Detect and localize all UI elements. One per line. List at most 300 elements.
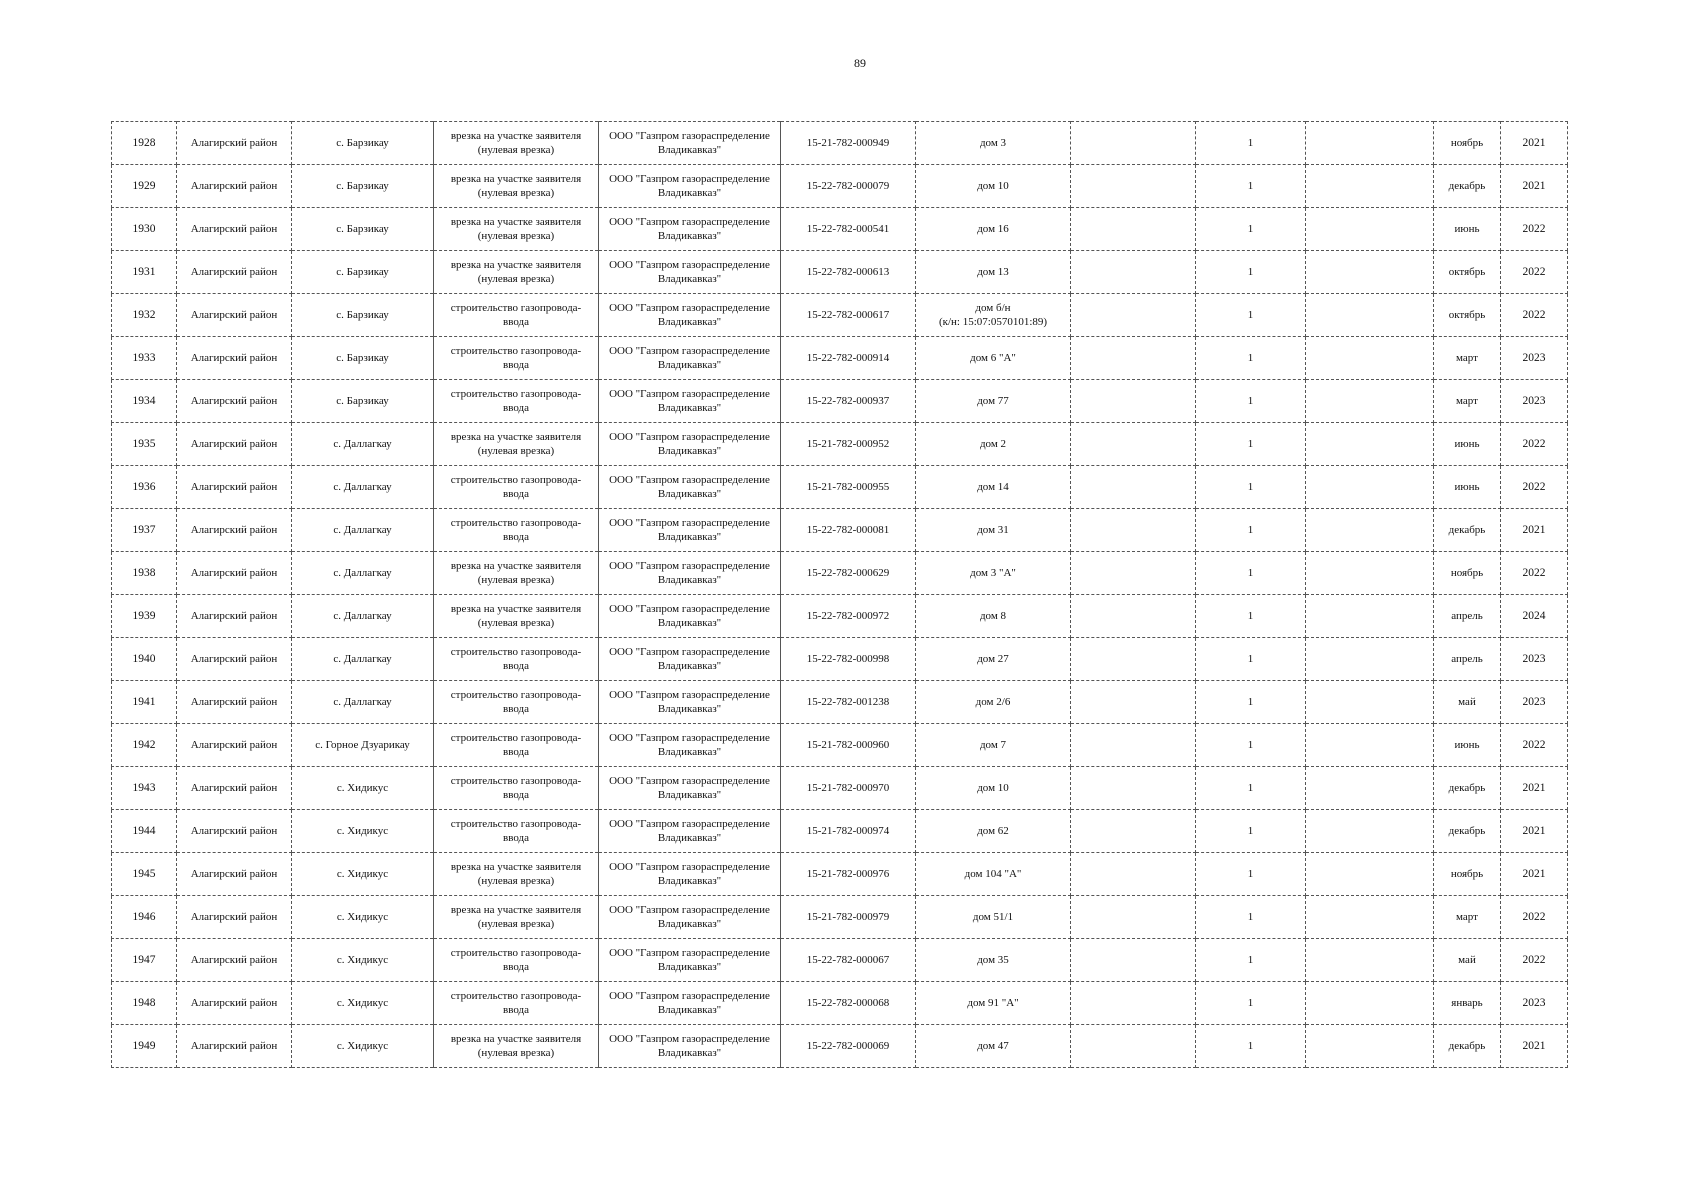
organization-cell	[599, 638, 781, 681]
work-type-line: (нулевая врезка)	[477, 144, 555, 156]
village-cell: с. Хидикус	[292, 982, 434, 1025]
empty-cell	[1071, 552, 1196, 595]
table-row	[112, 896, 1568, 939]
work-type-line: ввода	[503, 703, 529, 715]
work-type-line: (нулевая врезка)	[477, 445, 555, 457]
district-cell: Алагирский район	[177, 681, 292, 724]
row-number-cell: 1929	[112, 165, 177, 208]
row-number-cell: 1949	[112, 1025, 177, 1068]
table-row	[112, 423, 1568, 466]
year-cell: 2022	[1501, 724, 1568, 767]
month-cell: октябрь	[1434, 294, 1501, 337]
empty-cell	[1071, 251, 1196, 294]
contract-number-cell: 15-22-782-000972	[781, 595, 916, 638]
address-cell	[916, 853, 1071, 896]
address-line: дом 91 "А"	[967, 997, 1019, 1009]
village-cell: с. Хидикус	[292, 767, 434, 810]
work-type-cell	[434, 423, 599, 466]
work-type-line: ввода	[503, 402, 529, 414]
district-cell: Алагирский район	[177, 466, 292, 509]
work-type-line: (нулевая врезка)	[477, 1047, 555, 1059]
work-type-line: (нулевая врезка)	[477, 273, 555, 285]
address-cell	[916, 767, 1071, 810]
address-line: дом 14	[977, 481, 1009, 493]
address-cell	[916, 982, 1071, 1025]
contract-number-cell: 15-22-782-001238	[781, 681, 916, 724]
work-type-cell	[434, 1025, 599, 1068]
table-row	[112, 810, 1568, 853]
registry-rows	[112, 122, 1568, 1068]
empty-cell	[1071, 337, 1196, 380]
row-number-cell: 1941	[112, 681, 177, 724]
empty-cell	[1071, 896, 1196, 939]
table-row	[112, 853, 1568, 896]
work-type-line: строительство газопровода-	[450, 474, 582, 486]
page-number: 89	[854, 56, 866, 70]
address-line: дом 31	[977, 524, 1009, 536]
work-type-line: строительство газопровода-	[450, 689, 582, 701]
district-cell: Алагирский район	[177, 294, 292, 337]
organization-cell	[599, 939, 781, 982]
count-cell: 1	[1196, 595, 1306, 638]
work-type-cell	[434, 724, 599, 767]
organization-cell	[599, 165, 781, 208]
address-line: дом 35	[977, 954, 1009, 966]
empty-cell	[1071, 724, 1196, 767]
address-cell	[916, 896, 1071, 939]
address-cell	[916, 595, 1071, 638]
organization-cell	[599, 294, 781, 337]
empty-cell	[1071, 853, 1196, 896]
registry-table	[111, 121, 1568, 1068]
organization-line: ООО "Газпром газораспределение	[609, 216, 770, 228]
month-cell: июнь	[1434, 208, 1501, 251]
empty-cell	[1306, 552, 1434, 595]
row-number-cell: 1943	[112, 767, 177, 810]
month-cell: март	[1434, 896, 1501, 939]
organization-line: Владикавказ"	[657, 187, 722, 199]
organization-line: Владикавказ"	[657, 402, 722, 414]
year-cell: 2021	[1501, 810, 1568, 853]
empty-cell	[1306, 122, 1434, 165]
row-number-cell: 1942	[112, 724, 177, 767]
empty-cell	[1306, 251, 1434, 294]
organization-line: Владикавказ"	[657, 230, 722, 242]
organization-cell	[599, 982, 781, 1025]
village-cell: с. Хидикус	[292, 939, 434, 982]
table-row	[112, 638, 1568, 681]
organization-line: ООО "Газпром газораспределение	[609, 474, 770, 486]
address-cell	[916, 638, 1071, 681]
address-line: дом 27	[977, 653, 1009, 665]
year-cell: 2022	[1501, 939, 1568, 982]
district-cell: Алагирский район	[177, 767, 292, 810]
year-cell: 2021	[1501, 122, 1568, 165]
month-cell: июнь	[1434, 466, 1501, 509]
address-cell	[916, 552, 1071, 595]
contract-number-cell: 15-22-782-000629	[781, 552, 916, 595]
organization-line: Владикавказ"	[657, 789, 722, 801]
organization-cell	[599, 251, 781, 294]
district-cell: Алагирский район	[177, 208, 292, 251]
empty-cell	[1071, 380, 1196, 423]
district-cell: Алагирский район	[177, 724, 292, 767]
year-cell: 2021	[1501, 767, 1568, 810]
empty-cell	[1071, 509, 1196, 552]
organization-cell	[599, 896, 781, 939]
work-type-line: врезка на участке заявителя	[450, 259, 582, 271]
month-cell: май	[1434, 939, 1501, 982]
month-cell: ноябрь	[1434, 853, 1501, 896]
organization-cell	[599, 423, 781, 466]
empty-cell	[1306, 767, 1434, 810]
year-cell: 2021	[1501, 853, 1568, 896]
work-type-cell	[434, 853, 599, 896]
work-type-line: ввода	[503, 832, 529, 844]
count-cell: 1	[1196, 294, 1306, 337]
organization-cell	[599, 552, 781, 595]
address-line: дом 47	[977, 1040, 1009, 1052]
year-cell: 2023	[1501, 638, 1568, 681]
village-cell: с. Горное Дзуарикау	[292, 724, 434, 767]
address-line: (к/н: 15:07:0570101:89)	[938, 316, 1048, 328]
work-type-line: ввода	[503, 789, 529, 801]
row-number-cell: 1932	[112, 294, 177, 337]
work-type-line: врезка на участке заявителя	[450, 130, 582, 142]
table-row	[112, 982, 1568, 1025]
village-cell: с. Барзикау	[292, 122, 434, 165]
address-line: дом 10	[977, 180, 1009, 192]
address-line: дом б/н	[975, 302, 1011, 314]
count-cell: 1	[1196, 423, 1306, 466]
contract-number-cell: 15-21-782-000949	[781, 122, 916, 165]
address-line: дом 10	[977, 782, 1009, 794]
work-type-cell	[434, 509, 599, 552]
work-type-line: строительство газопровода-	[450, 517, 582, 529]
organization-cell	[599, 509, 781, 552]
organization-line: Владикавказ"	[657, 488, 722, 500]
table-row	[112, 595, 1568, 638]
table-row	[112, 251, 1568, 294]
village-cell: с. Барзикау	[292, 337, 434, 380]
contract-number-cell: 15-22-782-000079	[781, 165, 916, 208]
organization-line: ООО "Газпром газораспределение	[609, 646, 770, 658]
district-cell: Алагирский район	[177, 251, 292, 294]
contract-number-cell: 15-21-782-000970	[781, 767, 916, 810]
address-line: дом 2/6	[975, 696, 1011, 708]
address-line: дом 62	[977, 825, 1009, 837]
row-number-cell: 1935	[112, 423, 177, 466]
empty-cell	[1071, 1025, 1196, 1068]
organization-cell	[599, 810, 781, 853]
table-row	[112, 552, 1568, 595]
row-number-cell: 1930	[112, 208, 177, 251]
work-type-line: (нулевая врезка)	[477, 918, 555, 930]
work-type-line: врезка на участке заявителя	[450, 173, 582, 185]
row-number-cell: 1931	[112, 251, 177, 294]
address-line: дом 6 "А"	[970, 352, 1016, 364]
empty-cell	[1306, 853, 1434, 896]
organization-cell	[599, 337, 781, 380]
count-cell: 1	[1196, 853, 1306, 896]
year-cell: 2024	[1501, 595, 1568, 638]
village-cell: с. Хидикус	[292, 853, 434, 896]
year-cell: 2022	[1501, 294, 1568, 337]
village-cell: с. Даллагкау	[292, 552, 434, 595]
month-cell: июнь	[1434, 423, 1501, 466]
work-type-cell	[434, 466, 599, 509]
organization-line: Владикавказ"	[657, 660, 722, 672]
year-cell: 2021	[1501, 165, 1568, 208]
month-cell: апрель	[1434, 595, 1501, 638]
village-cell: с. Даллагкау	[292, 681, 434, 724]
count-cell: 1	[1196, 810, 1306, 853]
address-cell	[916, 724, 1071, 767]
count-cell: 1	[1196, 767, 1306, 810]
month-cell: ноябрь	[1434, 122, 1501, 165]
year-cell: 2022	[1501, 552, 1568, 595]
district-cell: Алагирский район	[177, 423, 292, 466]
organization-line: ООО "Газпром газораспределение	[609, 517, 770, 529]
empty-cell	[1306, 423, 1434, 466]
village-cell: с. Хидикус	[292, 896, 434, 939]
village-cell: с. Даллагкау	[292, 423, 434, 466]
year-cell: 2023	[1501, 982, 1568, 1025]
table-row	[112, 509, 1568, 552]
address-cell	[916, 294, 1071, 337]
organization-line: ООО "Газпром газораспределение	[609, 345, 770, 357]
address-cell	[916, 509, 1071, 552]
count-cell: 1	[1196, 509, 1306, 552]
organization-line: Владикавказ"	[657, 574, 722, 586]
contract-number-cell: 15-22-782-000914	[781, 337, 916, 380]
organization-line: ООО "Газпром газораспределение	[609, 732, 770, 744]
address-line: дом 13	[977, 266, 1009, 278]
empty-cell	[1306, 466, 1434, 509]
row-number-cell: 1933	[112, 337, 177, 380]
address-cell	[916, 122, 1071, 165]
address-line: дом 16	[977, 223, 1009, 235]
address-line: дом 3 "А"	[970, 567, 1016, 579]
organization-line: ООО "Газпром газораспределение	[609, 947, 770, 959]
year-cell: 2023	[1501, 380, 1568, 423]
village-cell: с. Барзикау	[292, 380, 434, 423]
month-cell: июнь	[1434, 724, 1501, 767]
count-cell: 1	[1196, 251, 1306, 294]
address-cell	[916, 208, 1071, 251]
month-cell: декабрь	[1434, 767, 1501, 810]
village-cell: с. Барзикау	[292, 208, 434, 251]
contract-number-cell: 15-21-782-000952	[781, 423, 916, 466]
work-type-cell	[434, 122, 599, 165]
empty-cell	[1071, 423, 1196, 466]
count-cell: 1	[1196, 1025, 1306, 1068]
organization-line: ООО "Газпром газораспределение	[609, 130, 770, 142]
organization-line: ООО "Газпром газораспределение	[609, 689, 770, 701]
count-cell: 1	[1196, 681, 1306, 724]
year-cell: 2023	[1501, 337, 1568, 380]
row-number-cell: 1937	[112, 509, 177, 552]
organization-line: ООО "Газпром газораспределение	[609, 259, 770, 271]
district-cell: Алагирский район	[177, 982, 292, 1025]
district-cell: Алагирский район	[177, 509, 292, 552]
month-cell: декабрь	[1434, 165, 1501, 208]
month-cell: май	[1434, 681, 1501, 724]
address-cell	[916, 681, 1071, 724]
contract-number-cell: 15-22-782-000081	[781, 509, 916, 552]
contract-number-cell: 15-22-782-000613	[781, 251, 916, 294]
count-cell: 1	[1196, 208, 1306, 251]
organization-cell	[599, 724, 781, 767]
work-type-line: ввода	[503, 359, 529, 371]
empty-cell	[1306, 1025, 1434, 1068]
work-type-line: врезка на участке заявителя	[450, 861, 582, 873]
month-cell: декабрь	[1434, 1025, 1501, 1068]
count-cell: 1	[1196, 939, 1306, 982]
work-type-cell	[434, 810, 599, 853]
organization-line: Владикавказ"	[657, 316, 722, 328]
organization-line: ООО "Газпром газораспределение	[609, 173, 770, 185]
work-type-line: врезка на участке заявителя	[450, 603, 582, 615]
district-cell: Алагирский район	[177, 638, 292, 681]
organization-line: Владикавказ"	[657, 746, 722, 758]
work-type-cell	[434, 294, 599, 337]
month-cell: январь	[1434, 982, 1501, 1025]
empty-cell	[1306, 208, 1434, 251]
row-number-cell: 1934	[112, 380, 177, 423]
village-cell: с. Хидикус	[292, 1025, 434, 1068]
empty-cell	[1071, 208, 1196, 251]
empty-cell	[1071, 810, 1196, 853]
organization-line: Владикавказ"	[657, 359, 722, 371]
month-cell: март	[1434, 380, 1501, 423]
organization-line: ООО "Газпром газораспределение	[609, 861, 770, 873]
district-cell: Алагирский район	[177, 337, 292, 380]
work-type-line: строительство газопровода-	[450, 302, 582, 314]
empty-cell	[1306, 165, 1434, 208]
district-cell: Алагирский район	[177, 122, 292, 165]
village-cell: с. Барзикау	[292, 165, 434, 208]
address-cell	[916, 423, 1071, 466]
work-type-line: ввода	[503, 660, 529, 672]
year-cell: 2022	[1501, 896, 1568, 939]
organization-line: ООО "Газпром газораспределение	[609, 1033, 770, 1045]
work-type-line: строительство газопровода-	[450, 345, 582, 357]
row-number-cell: 1946	[112, 896, 177, 939]
contract-number-cell: 15-22-782-000541	[781, 208, 916, 251]
count-cell: 1	[1196, 724, 1306, 767]
count-cell: 1	[1196, 337, 1306, 380]
work-type-line: (нулевая врезка)	[477, 617, 555, 629]
contract-number-cell: 15-21-782-000960	[781, 724, 916, 767]
work-type-line: ввода	[503, 1004, 529, 1016]
work-type-cell	[434, 208, 599, 251]
address-line: дом 3	[979, 137, 1007, 149]
address-cell	[916, 337, 1071, 380]
empty-cell	[1306, 982, 1434, 1025]
empty-cell	[1071, 982, 1196, 1025]
work-type-cell	[434, 595, 599, 638]
work-type-line: ввода	[503, 746, 529, 758]
contract-number-cell: 15-21-782-000979	[781, 896, 916, 939]
year-cell: 2022	[1501, 208, 1568, 251]
row-number-cell: 1940	[112, 638, 177, 681]
empty-cell	[1306, 681, 1434, 724]
address-cell	[916, 1025, 1071, 1068]
contract-number-cell: 15-22-782-000937	[781, 380, 916, 423]
organization-line: Владикавказ"	[657, 832, 722, 844]
address-cell	[916, 380, 1071, 423]
district-cell: Алагирский район	[177, 552, 292, 595]
work-type-line: ввода	[503, 961, 529, 973]
row-number-cell: 1948	[112, 982, 177, 1025]
table-row	[112, 724, 1568, 767]
address-cell	[916, 165, 1071, 208]
address-line: дом 8	[979, 610, 1007, 622]
village-cell: с. Барзикау	[292, 251, 434, 294]
table-row	[112, 767, 1568, 810]
empty-cell	[1071, 681, 1196, 724]
count-cell: 1	[1196, 896, 1306, 939]
empty-cell	[1306, 724, 1434, 767]
work-type-line: ввода	[503, 316, 529, 328]
empty-cell	[1071, 595, 1196, 638]
month-cell: декабрь	[1434, 509, 1501, 552]
contract-number-cell: 15-22-782-000998	[781, 638, 916, 681]
organization-line: Владикавказ"	[657, 703, 722, 715]
count-cell: 1	[1196, 165, 1306, 208]
address-line: дом 2	[979, 438, 1007, 450]
organization-line: Владикавказ"	[657, 445, 722, 457]
row-number-cell: 1945	[112, 853, 177, 896]
address-cell	[916, 466, 1071, 509]
village-cell: с. Даллагкау	[292, 466, 434, 509]
village-cell: с. Даллагкау	[292, 595, 434, 638]
empty-cell	[1306, 810, 1434, 853]
count-cell: 1	[1196, 638, 1306, 681]
work-type-cell	[434, 896, 599, 939]
table-row	[112, 294, 1568, 337]
organization-line: ООО "Газпром газораспределение	[609, 560, 770, 572]
work-type-cell	[434, 337, 599, 380]
village-cell: с. Даллагкау	[292, 638, 434, 681]
year-cell: 2022	[1501, 251, 1568, 294]
table-row	[112, 122, 1568, 165]
district-cell: Алагирский район	[177, 165, 292, 208]
organization-line: Владикавказ"	[657, 1004, 722, 1016]
organization-line: ООО "Газпром газораспределение	[609, 388, 770, 400]
count-cell: 1	[1196, 122, 1306, 165]
year-cell: 2021	[1501, 1025, 1568, 1068]
month-cell: декабрь	[1434, 810, 1501, 853]
empty-cell	[1306, 380, 1434, 423]
village-cell: с. Барзикау	[292, 294, 434, 337]
contract-number-cell: 15-22-782-000067	[781, 939, 916, 982]
work-type-cell	[434, 251, 599, 294]
month-cell: октябрь	[1434, 251, 1501, 294]
year-cell: 2022	[1501, 466, 1568, 509]
contract-number-cell: 15-22-782-000069	[781, 1025, 916, 1068]
work-type-cell	[434, 380, 599, 423]
contract-number-cell: 15-21-782-000955	[781, 466, 916, 509]
year-cell: 2022	[1501, 423, 1568, 466]
table-row	[112, 337, 1568, 380]
work-type-line: строительство газопровода-	[450, 732, 582, 744]
organization-cell	[599, 853, 781, 896]
empty-cell	[1071, 122, 1196, 165]
work-type-line: ввода	[503, 531, 529, 543]
empty-cell	[1306, 896, 1434, 939]
